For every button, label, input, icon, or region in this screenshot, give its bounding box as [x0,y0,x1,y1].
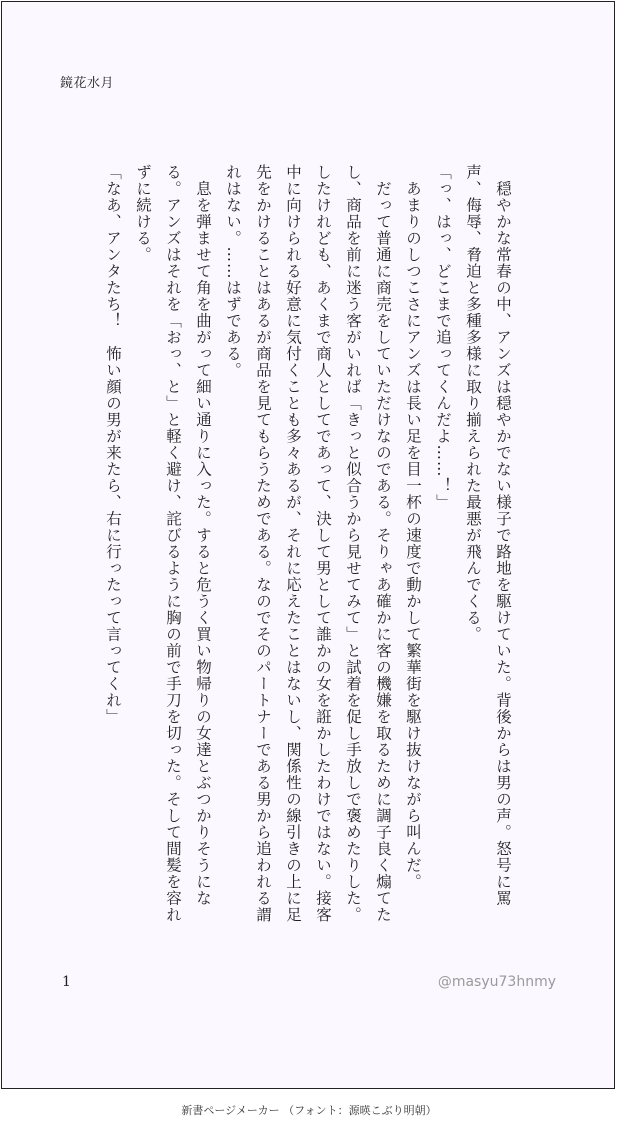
paragraph: 「なあ、アンタたち！ 怖い顔の男が来たら、右に行ったって言ってくれ」 [104,164,122,725]
author-handle: @masyu73hnmy [437,974,556,990]
novel-page [1,1,615,1089]
body-text [98,164,518,924]
page-number: 1 [62,974,71,990]
paragraph: 穏やかな常春の中、アンズは穏やかでない様子で路地を駆けていた。背後からは男の声。怒号に罵声、侮辱、脅迫と多種多様に取り揃えられた最悪が飛んでくる。 [464,164,512,907]
paragraph: あまりのしつこさにアンズは長い足を目一杯の速度で動かして繁華街を駆け抜けながら叫んだ。 [404,164,422,890]
paragraph: 息を弾ませて角を曲がって細い通りに入った。すると危うく買い物帰りの女達とぶつかりそうになる。アンズはそれを「おっ、と」と軽く避け、詫びるように胸の前で手刀を切った。そして間髪を容れずに続ける。 [134,164,212,923]
paragraph: だって普通に商売をしていただけなのである。そりゃあ確かに客の機嫌を取るために調子良く煽てたし、商品を前に迷う客がいれば「きっと似合うから見せてみて」と試着を促し手放しで褒めたりした。したけれども、あくまで商人としてであって、決して男として誰かの女を誑かしたわけではない。接客中に向けられる好意に気付くことも多々あるが、それに応えたことはないし、関係性の線引きの上に足先をかけることはあるが商品を見てもらうためである。なのでそのパートナーである男から追われる謂れはない。……はずである。 [224,164,392,923]
book-title: 鏡花水月 [60,76,115,91]
paragraph: 「っ、はっ、どこまで追ってくんだよ……！」 [434,164,452,511]
generator-credit: 新書ページメーカー （フォント：源暎こぶり明朝） [181,1104,437,1117]
